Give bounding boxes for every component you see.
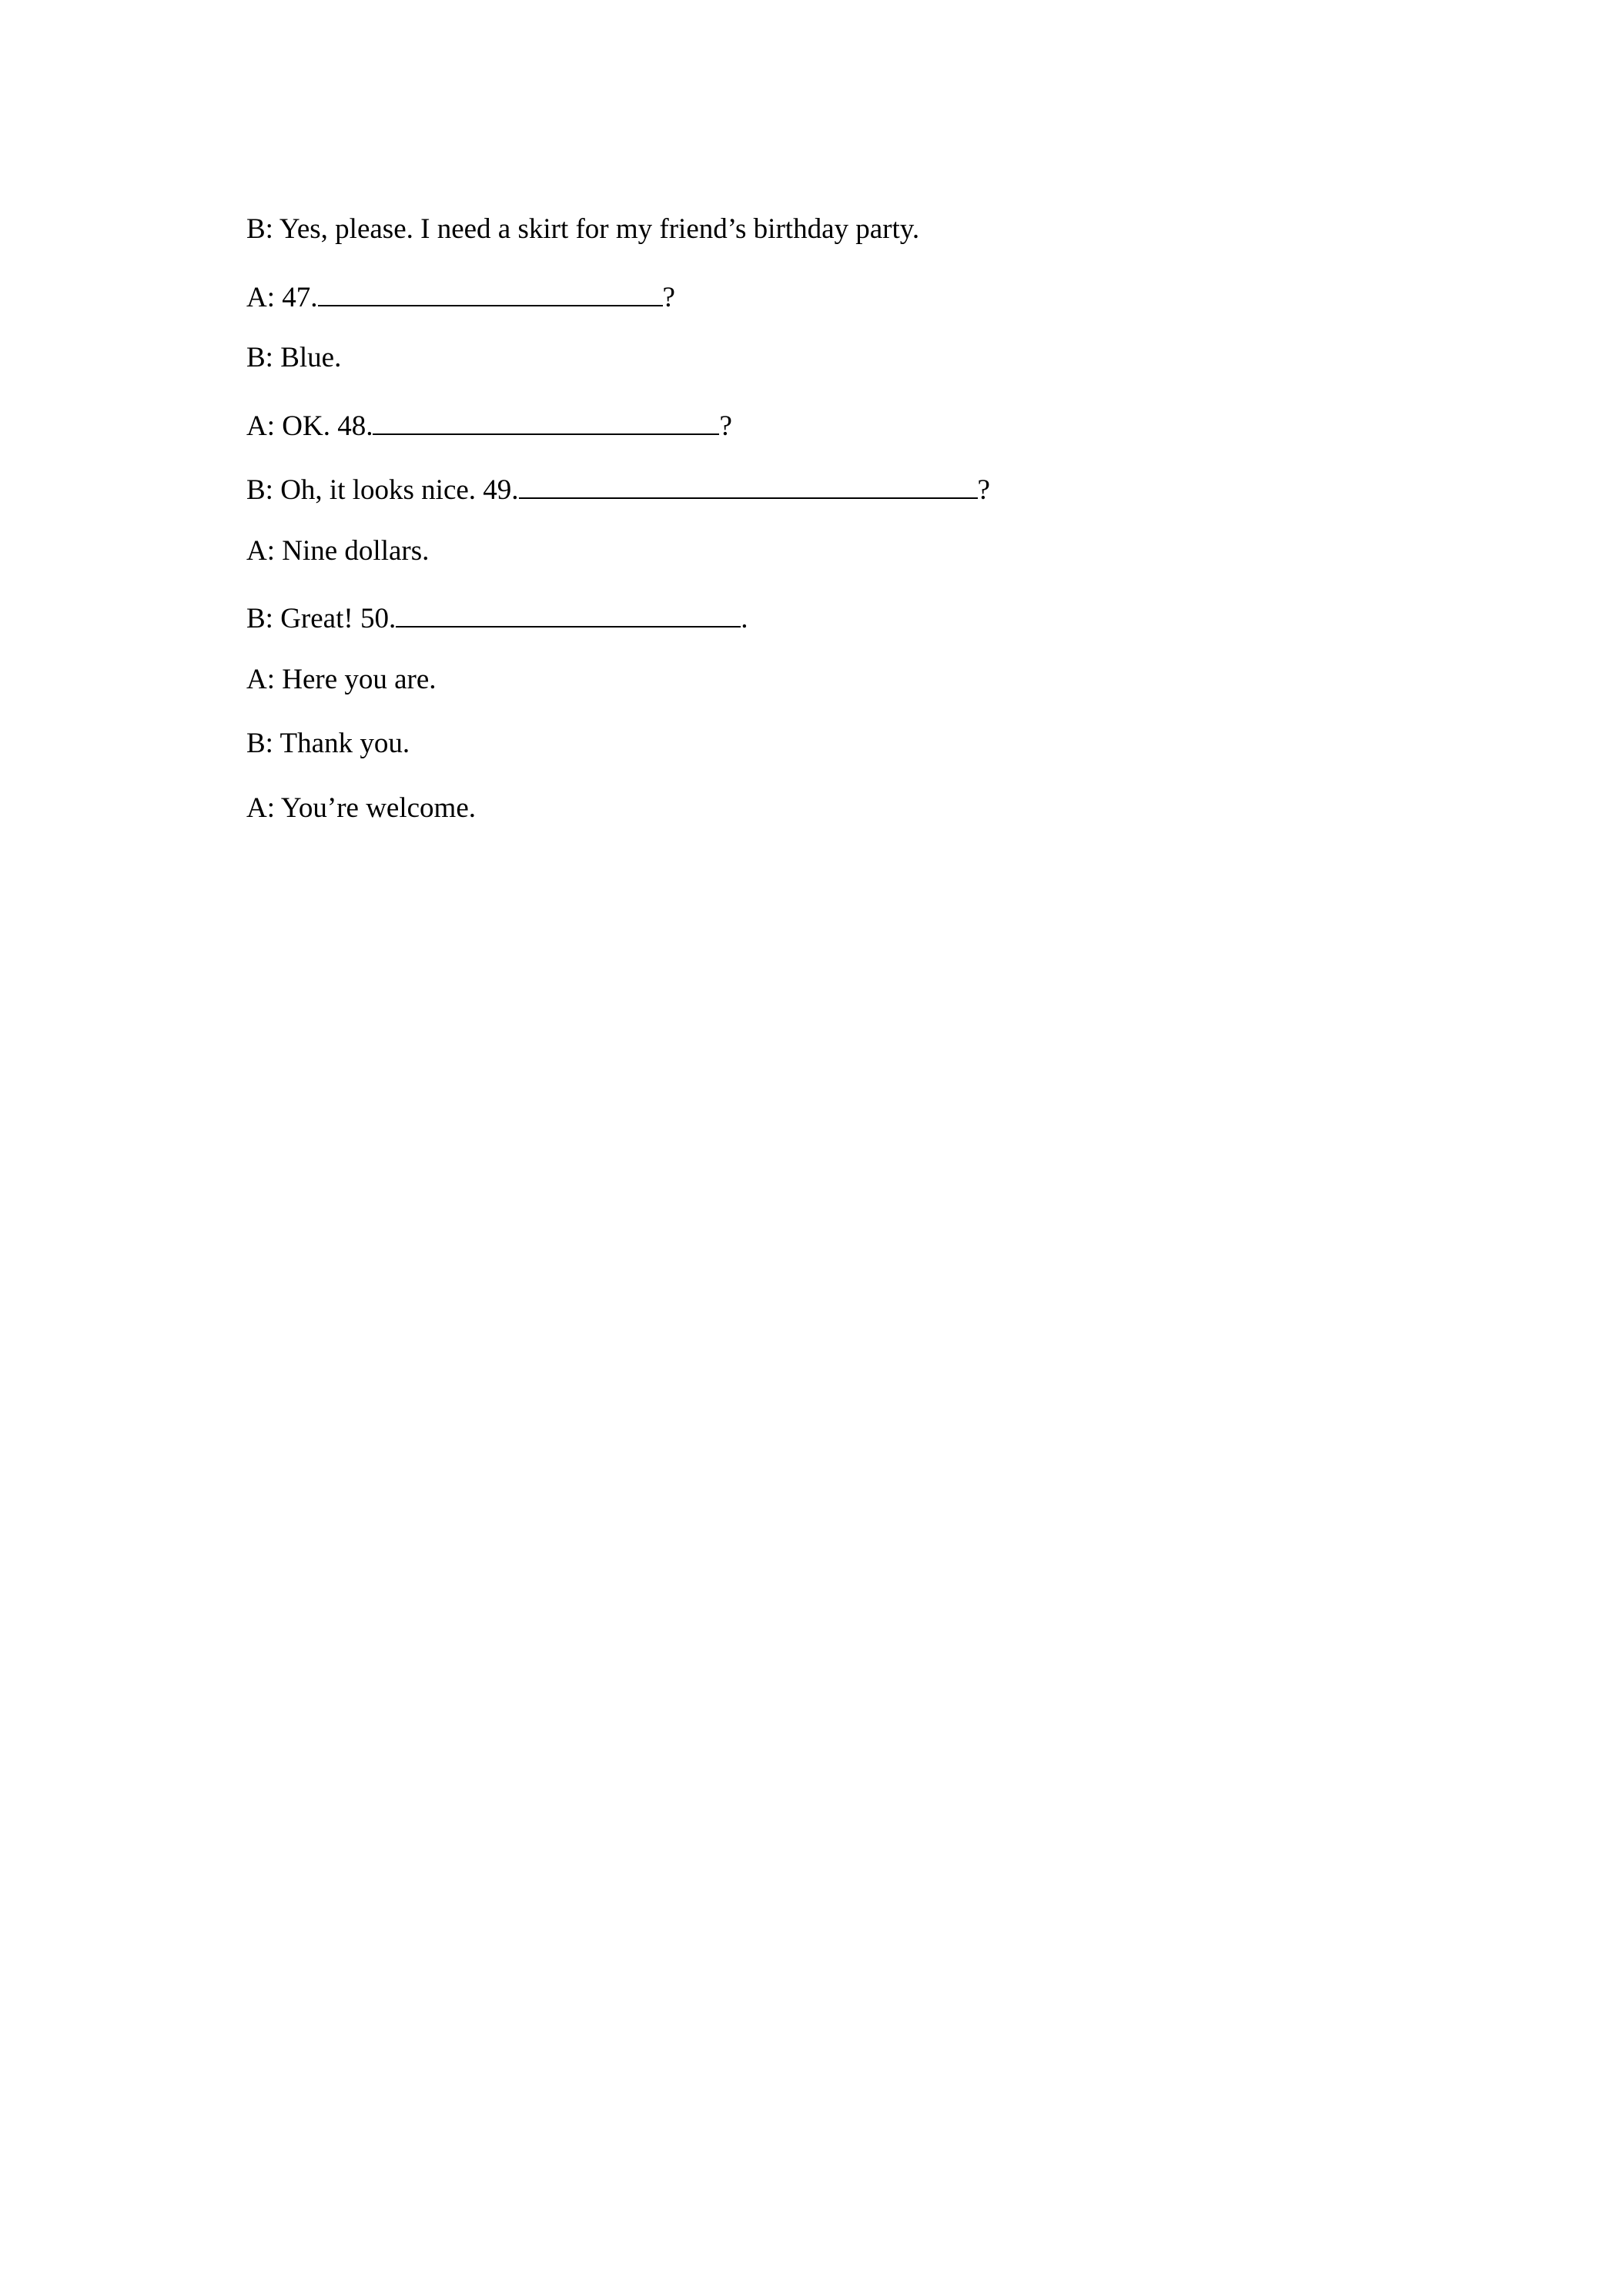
- line-prefix: A: OK. 48.: [246, 410, 373, 442]
- dialogue-line-48: [246, 400, 1447, 464]
- line-prefix: B: Oh, it looks nice. 49.: [246, 474, 519, 506]
- line-prefix: B: Great! 50.: [246, 603, 397, 634]
- line-text: B: Yes, please. I need a skirt for my friend’s birthday party.: [246, 213, 920, 245]
- line-text: A: You’re welcome.: [246, 792, 477, 824]
- dialogue-line: [246, 335, 1447, 400]
- line-text: A: Nine dollars.: [246, 534, 430, 567]
- dialogue-line-47: [246, 271, 1447, 336]
- answer-blank-48[interactable]: [373, 400, 719, 435]
- line-suffix: ?: [719, 410, 732, 442]
- line-text: B: Blue.: [246, 342, 342, 373]
- line-prefix: A: 47.: [246, 281, 318, 313]
- dialogue-line: [246, 785, 1447, 850]
- line-suffix: .: [741, 603, 748, 634]
- line-text: A: Here you are.: [246, 663, 437, 695]
- dialogue-line: [246, 657, 1447, 721]
- line-text: B: Thank you.: [246, 728, 410, 759]
- dialogue-line-49: [246, 464, 1447, 528]
- answer-blank-49[interactable]: [519, 464, 978, 499]
- answer-blank-50[interactable]: [396, 592, 741, 628]
- answer-blank-47[interactable]: [318, 271, 663, 306]
- dialogue-line: [246, 721, 1447, 785]
- dialogue-line: [246, 528, 1447, 593]
- line-suffix: ?: [662, 281, 675, 313]
- line-suffix: ?: [977, 474, 990, 506]
- dialogue: [246, 206, 1447, 849]
- dialogue-line: [246, 206, 1447, 271]
- dialogue-line-50: [246, 592, 1447, 657]
